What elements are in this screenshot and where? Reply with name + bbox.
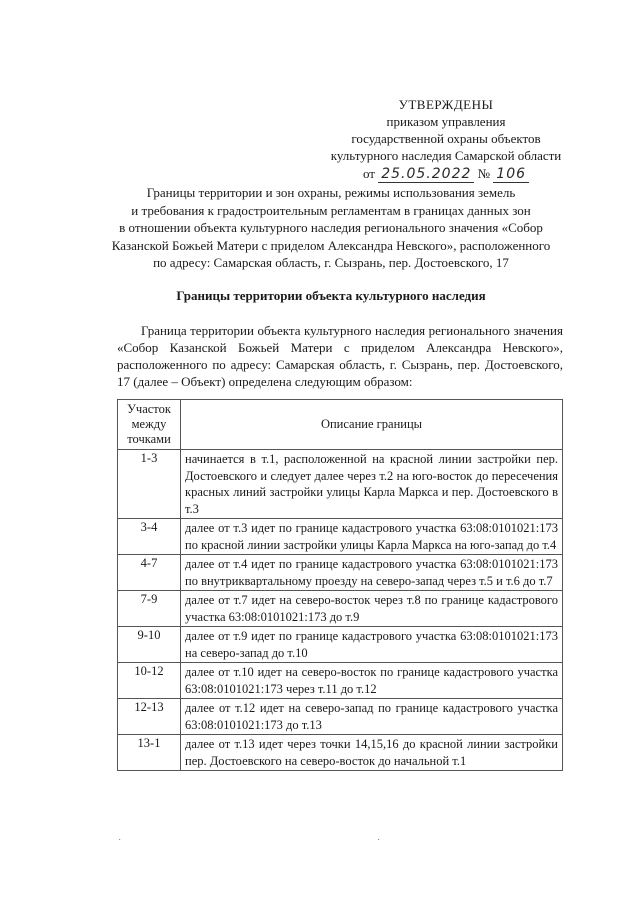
row-segment: 12-13 — [118, 699, 181, 735]
row-description: далее от т.7 идет на северо-восток через т.8 по границе кадастрового участка 63:08:0101021:173 до т.9 — [181, 591, 563, 627]
approval-block — [296, 96, 596, 183]
row-segment: 10-12 — [118, 663, 181, 699]
row-segment: 13-1 — [118, 735, 181, 771]
scan-speck-left: ˙ — [118, 838, 122, 849]
approval-date-line — [296, 165, 596, 183]
approval-line-2: государственной охраны объектов — [351, 131, 541, 146]
row-segment: 4-7 — [118, 555, 181, 591]
section-heading: Границы территории объекта культурного наследия — [176, 288, 486, 303]
document-title — [96, 184, 566, 272]
number-prefix: № — [477, 166, 491, 181]
table-row — [118, 627, 563, 663]
table-header-row — [118, 400, 563, 450]
title-line-2: и требования к градостроительным регламентам в границах данных зон — [131, 202, 531, 218]
approval-heading: УТВЕРЖДЕНЫ — [398, 97, 494, 112]
title-line-1: Границы территории и зон охраны, режимы использования земель — [146, 185, 516, 200]
header-description: Описание границы — [181, 400, 563, 450]
row-description: далее от т.9 идет по границе кадастрового участка 63:08:0101021:173 на северо-запад до т.10 — [181, 627, 563, 663]
boundary-table — [117, 399, 563, 771]
row-description: далее от т.3 идет по границе кадастрового участка 63:08:0101021:173 по красной линии застройки улицы Карла Маркса на юго-запад до т.4 — [181, 519, 563, 555]
table-row — [118, 519, 563, 555]
title-line-4: Казанской Божьей Матери с приделом Александра Невского», расположенного — [111, 237, 551, 253]
table-row — [118, 699, 563, 735]
row-segment: 3-4 — [118, 519, 181, 555]
scan-speck-right: ˙ — [377, 838, 381, 849]
table-row — [118, 555, 563, 591]
table-row — [118, 450, 563, 519]
handwritten-date: 25.05.2022 — [378, 166, 474, 183]
header-segment — [118, 400, 181, 450]
table-row — [118, 591, 563, 627]
row-segment: 7-9 — [118, 591, 181, 627]
row-segment: 9-10 — [118, 627, 181, 663]
date-prefix: от — [362, 166, 375, 181]
row-description: далее от т.12 идет на северо-запад по границе кадастрового участка 63:08:0101021:173 до т.13 — [181, 699, 563, 735]
header-segment-line-3: точками — [127, 432, 171, 446]
handwritten-number: 106 — [493, 166, 529, 183]
table-row — [118, 735, 563, 771]
row-description: далее от т.4 идет по границе кадастрового участка 63:08:0101021:173 по внутриквартальному проезду на северо-запад через т.5 и т.6 до т.7 — [181, 555, 563, 591]
title-line-5: по адресу: Самарская область, г. Сызрань, пер. Достоевского, 17 — [153, 255, 509, 270]
row-description: далее от т.13 идет через точки 14,15,16 до красной линии застройки пер. Достоевского на северо-восток до начальной т.1 — [181, 735, 563, 771]
row-description: далее от т.10 идет на северо-восток по границе кадастрового участка 63:08:0101021:173 через т.11 до т.12 — [181, 663, 563, 699]
row-description: начинается в т.1, расположенной на красной линии застройки пер. Достоевского и следует далее через т.2 на юго-восток до пересечения красных линий застройки улицы Карла Маркса и пер. Достоевского в т.3 — [181, 450, 563, 519]
row-segment: 1-3 — [118, 450, 181, 519]
table-row — [118, 663, 563, 699]
title-line-3: в отношении объекта культурного наследия регионального значения «Собор — [119, 220, 543, 235]
header-segment-line-1: Участок — [127, 402, 171, 416]
approval-line-3: культурного наследия Самарской области — [330, 148, 562, 163]
approval-line-1: приказом управления — [386, 114, 506, 129]
header-segment-line-2: между — [131, 417, 167, 431]
intro-paragraph: Граница территории объекта культурного наследия регионального значения «Собор Казанской Божьей Матери с приделом Александра Невского», расположенного по адресу: Самарская область, г. Сызрань, пер. Достоевского, 17 (далее – Объект) определена следующим образом: — [117, 323, 563, 389]
